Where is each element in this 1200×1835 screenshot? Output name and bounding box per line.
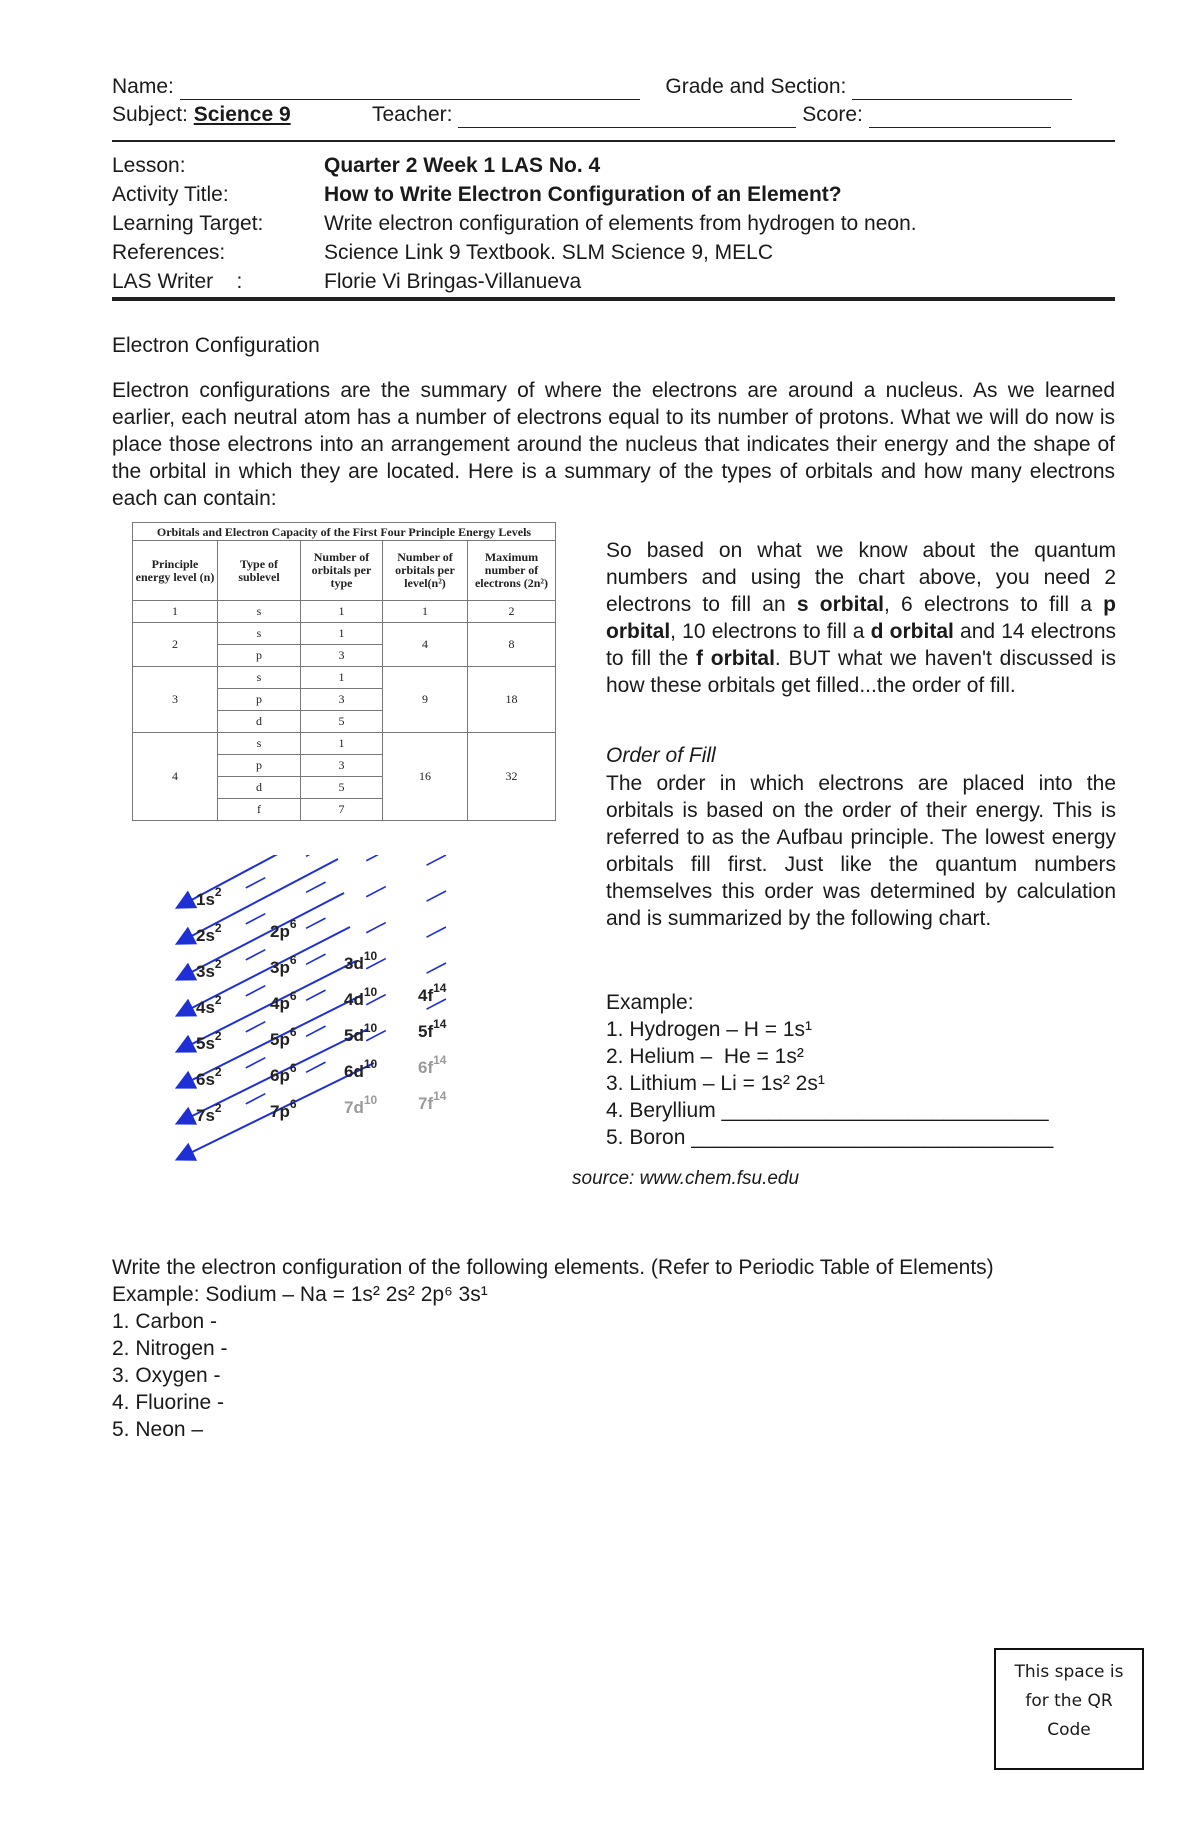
table-cell: 7 bbox=[301, 799, 383, 821]
fill-order-arrow bbox=[236, 855, 446, 929]
table-cell: d bbox=[218, 711, 301, 733]
exercise-item-nitrogen: 2. Nitrogen - bbox=[112, 1337, 228, 1360]
table-row bbox=[133, 733, 556, 755]
lesson-value: Quarter 2 Week 1 LAS No. 4 bbox=[324, 154, 601, 177]
fill-order-arrow bbox=[236, 999, 446, 1109]
references-value: Science Link 9 Textbook. SLM Science 9, MELC bbox=[324, 241, 774, 264]
grade-label: Grade and Section: bbox=[665, 75, 847, 98]
table-cell: d bbox=[218, 777, 301, 799]
fill-order-arrow bbox=[236, 855, 446, 893]
table-cell: 1 bbox=[383, 601, 468, 623]
table-cell: 5 bbox=[301, 711, 383, 733]
name-row bbox=[112, 74, 1072, 100]
qr-note-line: for the QR bbox=[1025, 1691, 1113, 1711]
table-cell: 1 bbox=[133, 601, 218, 623]
orbital-label: $3p^6$ bbox=[270, 953, 297, 977]
table-cell: 3 bbox=[301, 755, 383, 777]
orbital-label: $5d^{10}$ bbox=[344, 1021, 378, 1045]
orbital-capacity-table bbox=[132, 522, 556, 821]
activity-value: How to Write Electron Configuration of an Element? bbox=[324, 183, 842, 206]
qr-note-line: This space is bbox=[1014, 1662, 1124, 1682]
table-cell: p bbox=[218, 755, 301, 777]
section-title: Electron Configuration bbox=[112, 334, 320, 357]
aufbau-order-diagram bbox=[160, 855, 580, 1220]
orbital-label: $7p^6$ bbox=[270, 1097, 297, 1121]
table-cell: 3 bbox=[133, 667, 218, 733]
table-cell: 8 bbox=[468, 623, 556, 667]
table-cell: 32 bbox=[468, 733, 556, 821]
table-cell: p bbox=[218, 689, 301, 711]
orbital-label: $2p^6$ bbox=[270, 917, 297, 941]
writer-value: Florie Vi Bringas-Villanueva bbox=[324, 270, 582, 293]
table-cell: 18 bbox=[468, 667, 556, 733]
table-row bbox=[133, 601, 556, 623]
grade-field[interactable] bbox=[852, 79, 1072, 100]
source-credit: source: www.chem.fsu.edu bbox=[572, 1168, 800, 1189]
order-of-fill-title: Order of Fill bbox=[606, 744, 716, 767]
table-row bbox=[133, 623, 556, 645]
table-header-row bbox=[133, 541, 556, 601]
subject-row bbox=[112, 102, 1051, 128]
table-cell: 1 bbox=[301, 623, 383, 645]
subject-value: Science 9 bbox=[193, 103, 291, 126]
orbital-label: $1s^2$ bbox=[196, 885, 222, 909]
orbital-label: $6d^{10}$ bbox=[344, 1057, 378, 1081]
table-cell: s bbox=[218, 601, 301, 623]
table-cell: s bbox=[218, 667, 301, 689]
table-cell: 4 bbox=[133, 733, 218, 821]
p-orbital-term: p orbital bbox=[606, 593, 1116, 643]
table-cell: s bbox=[218, 733, 301, 755]
table-cell: s bbox=[218, 623, 301, 645]
table-header-cell: Maximum number of electrons (2n²) bbox=[468, 541, 556, 601]
score-field[interactable] bbox=[869, 107, 1051, 128]
orbital-label: $7f^{14}$ bbox=[418, 1089, 447, 1113]
table-cell: 1 bbox=[301, 601, 383, 623]
p1-text: So based on what we know about the quantum numbers and using the chart above, you need 2 electrons to fill an bbox=[606, 539, 1116, 616]
score-label: Score: bbox=[802, 103, 863, 126]
table-cell: p bbox=[218, 645, 301, 667]
orbital-label: $6p^6$ bbox=[270, 1061, 297, 1085]
table-header-cell: Principle energy level (n) bbox=[133, 541, 218, 601]
fill-order-arrow bbox=[236, 891, 446, 1001]
table-cell: 1 bbox=[301, 733, 383, 755]
order-of-fill-paragraph: The order in which electrons are placed into the orbitals is based on the order of their energy. This is referred to as the Aufbau principle. The lowest energy orbitals fill first. Just like the quantum numbers themselves this order was determined by calculation and is summarized by the following chart. bbox=[606, 772, 1116, 930]
orbital-capacity-paragraph bbox=[606, 537, 1116, 699]
p1-text: . BUT what we haven't discussed is how these orbitals get filled...the order of fill. bbox=[606, 647, 1116, 697]
table-cell: 4 bbox=[383, 623, 468, 667]
orbital-label: $5f^{14}$ bbox=[418, 1017, 447, 1041]
writer-label: LAS Writer : bbox=[112, 270, 243, 293]
exercise-item-neon: 5. Neon – bbox=[112, 1418, 204, 1441]
table-header-cell: Number of orbitals per level(n²) bbox=[383, 541, 468, 601]
exercise-instruction: Write the electron configuration of the following elements. (Refer to Periodic Table of Elements) bbox=[112, 1256, 994, 1279]
orbital-label: $4f^{14}$ bbox=[418, 981, 447, 1005]
teacher-field[interactable] bbox=[458, 107, 796, 128]
exercise-item-carbon: 1. Carbon - bbox=[112, 1310, 218, 1333]
p1-text: and 14 electrons to fill the bbox=[606, 620, 1116, 670]
p1-text: , 10 electrons to fill a bbox=[670, 620, 871, 643]
target-value: Write electron configuration of elements from hydrogen to neon. bbox=[324, 212, 917, 235]
exercise-example: Example: Sodium – Na = 1s² 2s² 2p⁶ 3s¹ bbox=[112, 1283, 488, 1306]
name-label: Name: bbox=[112, 75, 174, 98]
fill-order-arrow bbox=[236, 855, 446, 965]
header-divider bbox=[112, 140, 1115, 142]
orbital-label: $5p^6$ bbox=[270, 1025, 297, 1049]
d-orbital-term: d orbital bbox=[870, 620, 954, 643]
name-field[interactable] bbox=[180, 79, 640, 100]
example-label: Example: bbox=[606, 991, 694, 1014]
teacher-label: Teacher: bbox=[371, 103, 453, 126]
intro-paragraph: Electron configurations are the summary of where the electrons are around a nucleus. As we learned earlier, each neutral atom has a number of electrons equal to its number of protons. What we will do now is place those electrons into an arrangement around the nucleus that indicates their energy and the shape of the orbital in which they are located. Here is a summary of the types of orbitals and how many electrons each can contain: bbox=[112, 379, 1115, 510]
table-cell: 3 bbox=[301, 689, 383, 711]
table-header-cell: Number of orbitals per type bbox=[301, 541, 383, 601]
orbital-label: $5s^2$ bbox=[196, 1029, 222, 1053]
target-label: Learning Target: bbox=[112, 212, 264, 235]
table-row bbox=[133, 667, 556, 689]
fill-order-arrow bbox=[236, 963, 446, 1073]
table-cell: 9 bbox=[383, 667, 468, 733]
orbital-label: $4p^6$ bbox=[270, 989, 297, 1013]
f-orbital-term: f orbital bbox=[695, 647, 775, 670]
lesson-label: Lesson: bbox=[112, 154, 186, 177]
orbital-label: $2s^2$ bbox=[196, 921, 222, 945]
table-header-cell: Type of sublevel bbox=[218, 541, 301, 601]
exercise-item-fluorine: 4. Fluorine - bbox=[112, 1391, 225, 1414]
table-caption: Orbitals and Electron Capacity of the First Four Principle Energy Levels bbox=[132, 522, 556, 540]
p1-text: , 6 electrons to fill a bbox=[883, 593, 1104, 616]
table-cell: 3 bbox=[301, 645, 383, 667]
table-cell: 2 bbox=[133, 623, 218, 667]
orbital-label: $4d^{10}$ bbox=[344, 985, 378, 1009]
fill-order-arrow bbox=[236, 927, 446, 1037]
example-item-beryllium[interactable]: 4. Beryllium ____________________________ bbox=[606, 1099, 1049, 1122]
table-cell: f bbox=[218, 799, 301, 821]
table-cell: 16 bbox=[383, 733, 468, 821]
subject-label: Subject: bbox=[112, 103, 188, 126]
example-item-boron[interactable]: 5. Boron _______________________________ bbox=[606, 1126, 1054, 1149]
orbital-label: $3s^2$ bbox=[196, 957, 222, 981]
orbital-label: $6f^{14}$ bbox=[418, 1053, 447, 1077]
table-cell: 2 bbox=[468, 601, 556, 623]
example-item: 1. Hydrogen – H = 1s¹ bbox=[606, 1018, 813, 1041]
example-item: 2. Helium – He = 1s² bbox=[606, 1045, 804, 1068]
exercise-item-oxygen: 3. Oxygen - bbox=[112, 1364, 221, 1387]
s-orbital-term: s orbital bbox=[796, 593, 884, 616]
orbital-label: $6s^2$ bbox=[196, 1065, 222, 1089]
orbital-label: $7d^{10}$ bbox=[344, 1093, 378, 1117]
qr-note-line: Code bbox=[1047, 1720, 1091, 1740]
table-cell: 1 bbox=[301, 667, 383, 689]
example-item: 3. Lithium – Li = 1s² 2s¹ bbox=[606, 1072, 825, 1095]
table-cell: 5 bbox=[301, 777, 383, 799]
references-label: References: bbox=[112, 241, 226, 264]
orbital-label: $4s^2$ bbox=[196, 993, 222, 1017]
orbital-label: $7s^2$ bbox=[196, 1101, 222, 1125]
orbital-label: $3d^{10}$ bbox=[344, 949, 378, 973]
meta-divider bbox=[112, 297, 1115, 301]
activity-label: Activity Title: bbox=[112, 183, 229, 206]
qr-code-placeholder bbox=[994, 1648, 1144, 1770]
